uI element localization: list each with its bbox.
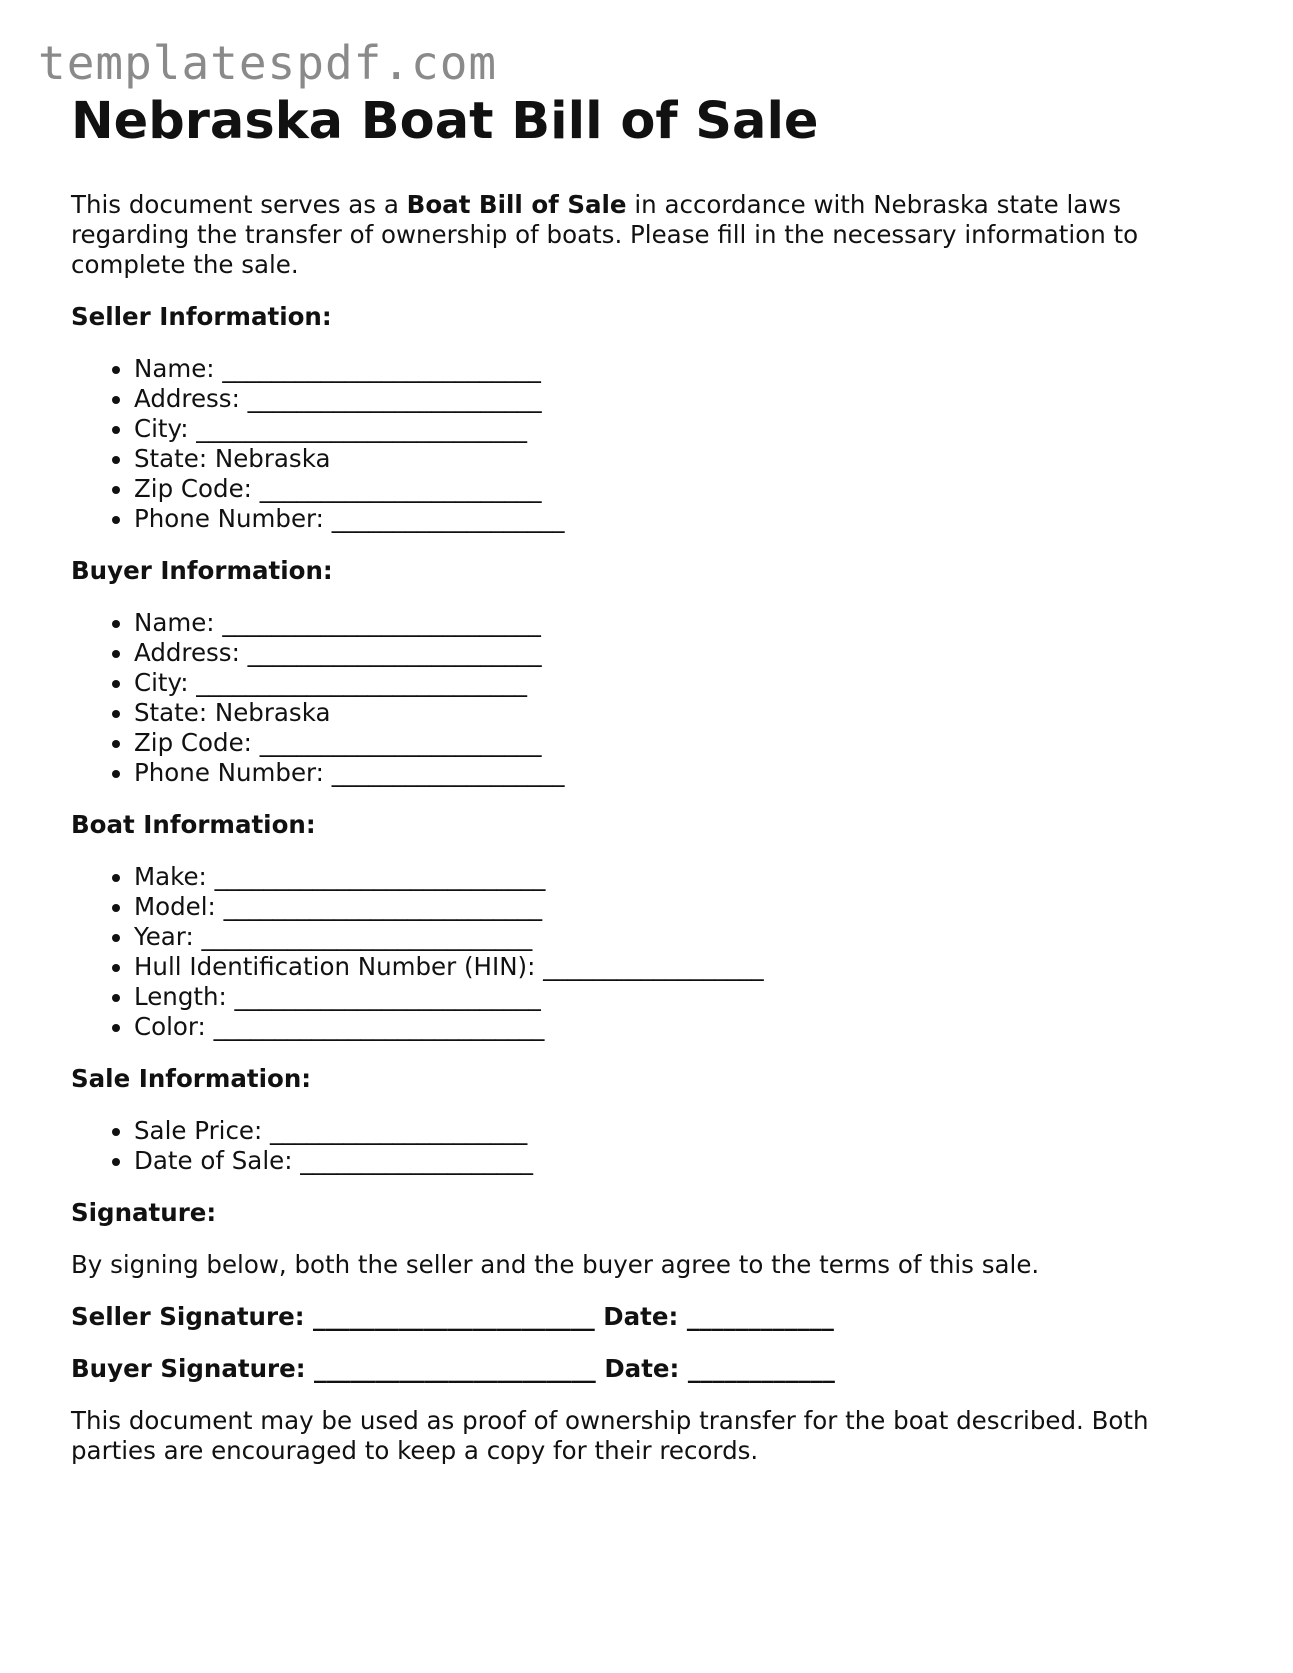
seller-state-field: • State: Nebraska <box>134 444 1221 474</box>
seller-signature-line[interactable]: Seller Signature: _______________________ Date: ____________ <box>71 1302 834 1331</box>
buyer-signature-line[interactable]: Buyer Signature: _______________________ Date: ____________ <box>71 1354 835 1383</box>
boat-year-field[interactable]: • Year: ___________________________ <box>134 922 1221 952</box>
boat-hin-field[interactable]: • Hull Identification Number (HIN): __________________ <box>134 952 1221 982</box>
sale-heading: Sale Information: <box>71 1064 312 1093</box>
page-title: Nebraska Boat Bill of Sale <box>71 92 819 151</box>
sale-date-field[interactable]: • Date of Sale: ___________________ <box>134 1146 1221 1176</box>
buyer-zip-field[interactable]: • Zip Code: _______________________ <box>134 728 1221 758</box>
seller-phone-field[interactable]: • Phone Number: ___________________ <box>134 504 1221 534</box>
buyer-phone-field[interactable]: • Phone Number: ___________________ <box>134 758 1221 788</box>
signature-text: By signing below, both the seller and the buyer agree to the terms of this sale. <box>71 1250 1040 1279</box>
buyer-city-field[interactable]: • City: ___________________________ <box>134 668 1221 698</box>
boat-color-field[interactable]: • Color: ___________________________ <box>134 1012 1221 1042</box>
seller-list <box>71 354 1221 534</box>
intro-paragraph <box>71 190 1221 280</box>
sale-price-field[interactable]: • Sale Price: _____________________ <box>134 1116 1221 1146</box>
boat-make-field[interactable]: • Make: ___________________________ <box>134 862 1221 892</box>
boat-length-field[interactable]: • Length: _________________________ <box>134 982 1221 1012</box>
boat-list <box>71 862 1221 1042</box>
buyer-name-field[interactable]: • Name: __________________________ <box>134 608 1221 638</box>
seller-address-field[interactable]: • Address: ________________________ <box>134 384 1221 414</box>
buyer-list <box>71 608 1221 788</box>
boat-heading: Boat Information: <box>71 810 316 839</box>
intro-text-before: This document serves as a <box>71 190 407 219</box>
intro-text-after: in accordance with Nebraska state laws regarding the transfer of ownership of boats. Please fill in the necessary information to complete the sale. <box>71 190 1139 279</box>
seller-city-field[interactable]: • City: ___________________________ <box>134 414 1221 444</box>
document-page <box>71 88 1221 1466</box>
buyer-state-field: • State: Nebraska <box>134 698 1221 728</box>
closing-paragraph: This document may be used as proof of ownership transfer for the boat described. Both parties are encouraged to keep a copy for their records. <box>71 1406 1149 1465</box>
seller-heading: Seller Information: <box>71 302 332 331</box>
watermark-text: templatespdf.com <box>38 36 498 90</box>
intro-text-bold: Boat Bill of Sale <box>406 190 627 219</box>
buyer-address-field[interactable]: • Address: ________________________ <box>134 638 1221 668</box>
boat-model-field[interactable]: • Model: __________________________ <box>134 892 1221 922</box>
sale-list <box>71 1116 1221 1176</box>
buyer-heading: Buyer Information: <box>71 556 333 585</box>
seller-name-field[interactable]: • Name: __________________________ <box>134 354 1221 384</box>
seller-zip-field[interactable]: • Zip Code: _______________________ <box>134 474 1221 504</box>
signature-heading: Signature: <box>71 1198 217 1227</box>
